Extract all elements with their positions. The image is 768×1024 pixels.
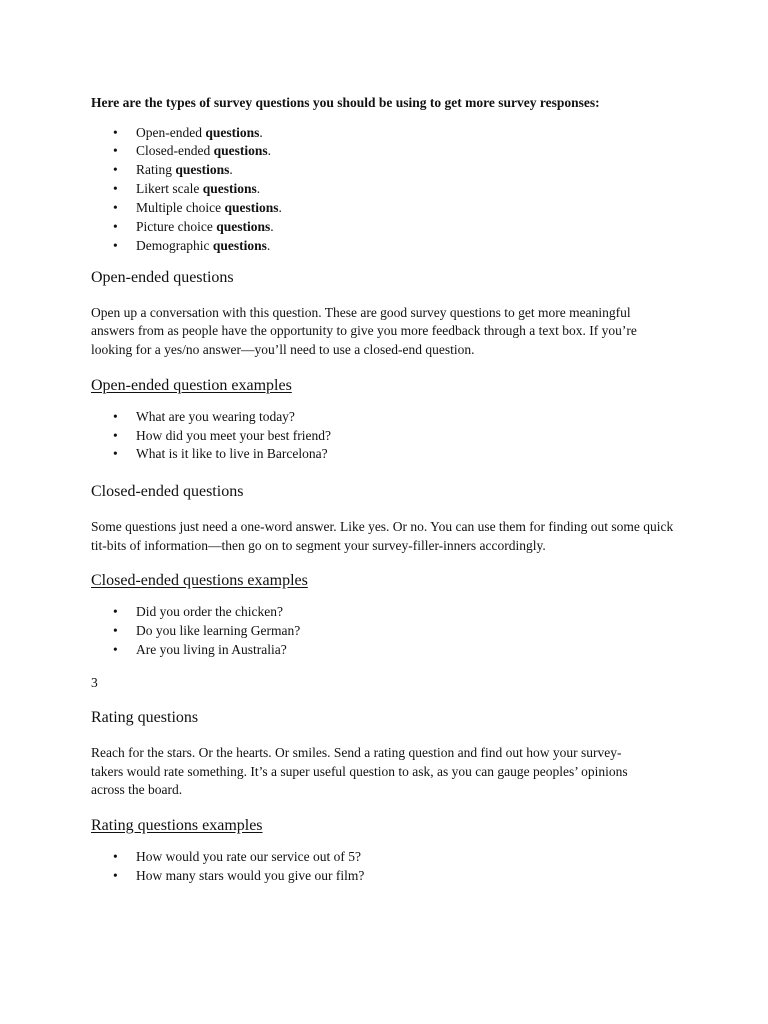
closed-ended-heading: Closed-ended questions xyxy=(91,483,244,501)
list-item: • How would you rate our service out of 5? xyxy=(109,848,691,867)
list-item: • Rating questions. xyxy=(109,161,691,180)
open-ended-examples-heading: Open-ended question examples xyxy=(91,376,292,394)
rating-examples-heading: Rating questions examples xyxy=(91,816,263,834)
list-item: • Do you like learning German? xyxy=(109,622,691,641)
list-item: • How did you meet your best friend? xyxy=(109,427,691,446)
page-number: 3 xyxy=(91,675,98,691)
intro-text: Here are the types of survey questions you should be using to get more survey responses: xyxy=(91,95,600,110)
list-item: • Picture choice questions. xyxy=(109,218,691,237)
rating-body: Reach for the stars. Or the hearts. Or smiles. Send a rating question and find out how your survey-takers would rate something. It’s a super useful question to ask, as you can gauge peoples’ opinions across the board. xyxy=(91,745,628,798)
list-item: • What is it like to live in Barcelona? xyxy=(109,445,691,464)
list-item: • What are you wearing today? xyxy=(109,408,691,427)
list-item: • Multiple choice questions. xyxy=(109,199,691,218)
rating-heading: Rating questions xyxy=(91,709,199,727)
list-item: • How many stars would you give our film? xyxy=(109,867,691,886)
list-item: • Open-ended questions. xyxy=(109,124,691,143)
list-item: • Are you living in Australia? xyxy=(109,641,691,660)
closed-ended-examples-heading: Closed-ended questions examples xyxy=(91,572,308,590)
rating-examples-list xyxy=(109,848,691,886)
list-item: • Likert scale questions. xyxy=(109,180,691,199)
closed-ended-examples-list xyxy=(109,603,691,660)
list-item: • Did you order the chicken? xyxy=(109,603,691,622)
open-ended-examples-list xyxy=(109,408,691,465)
list-item: • Demographic questions. xyxy=(109,237,691,256)
open-ended-body: Open up a conversation with this question. These are good survey questions to get more meaningful answers from as people have the opportunity to give you more feedback through a text box. If you’re looking for a yes/no answer—you’ll need to use a closed-end question. xyxy=(91,304,637,358)
closed-ended-body: Some questions just need a one-word answer. Like yes. Or no. You can use them for finding out some quick tit-bits of information—then go on to segment your survey-filler-inners accordingly. xyxy=(91,519,674,553)
document-page xyxy=(91,94,691,886)
list-item: • Closed-ended questions. xyxy=(109,142,691,161)
open-ended-heading: Open-ended questions xyxy=(91,268,234,286)
question-types-list xyxy=(109,124,691,256)
